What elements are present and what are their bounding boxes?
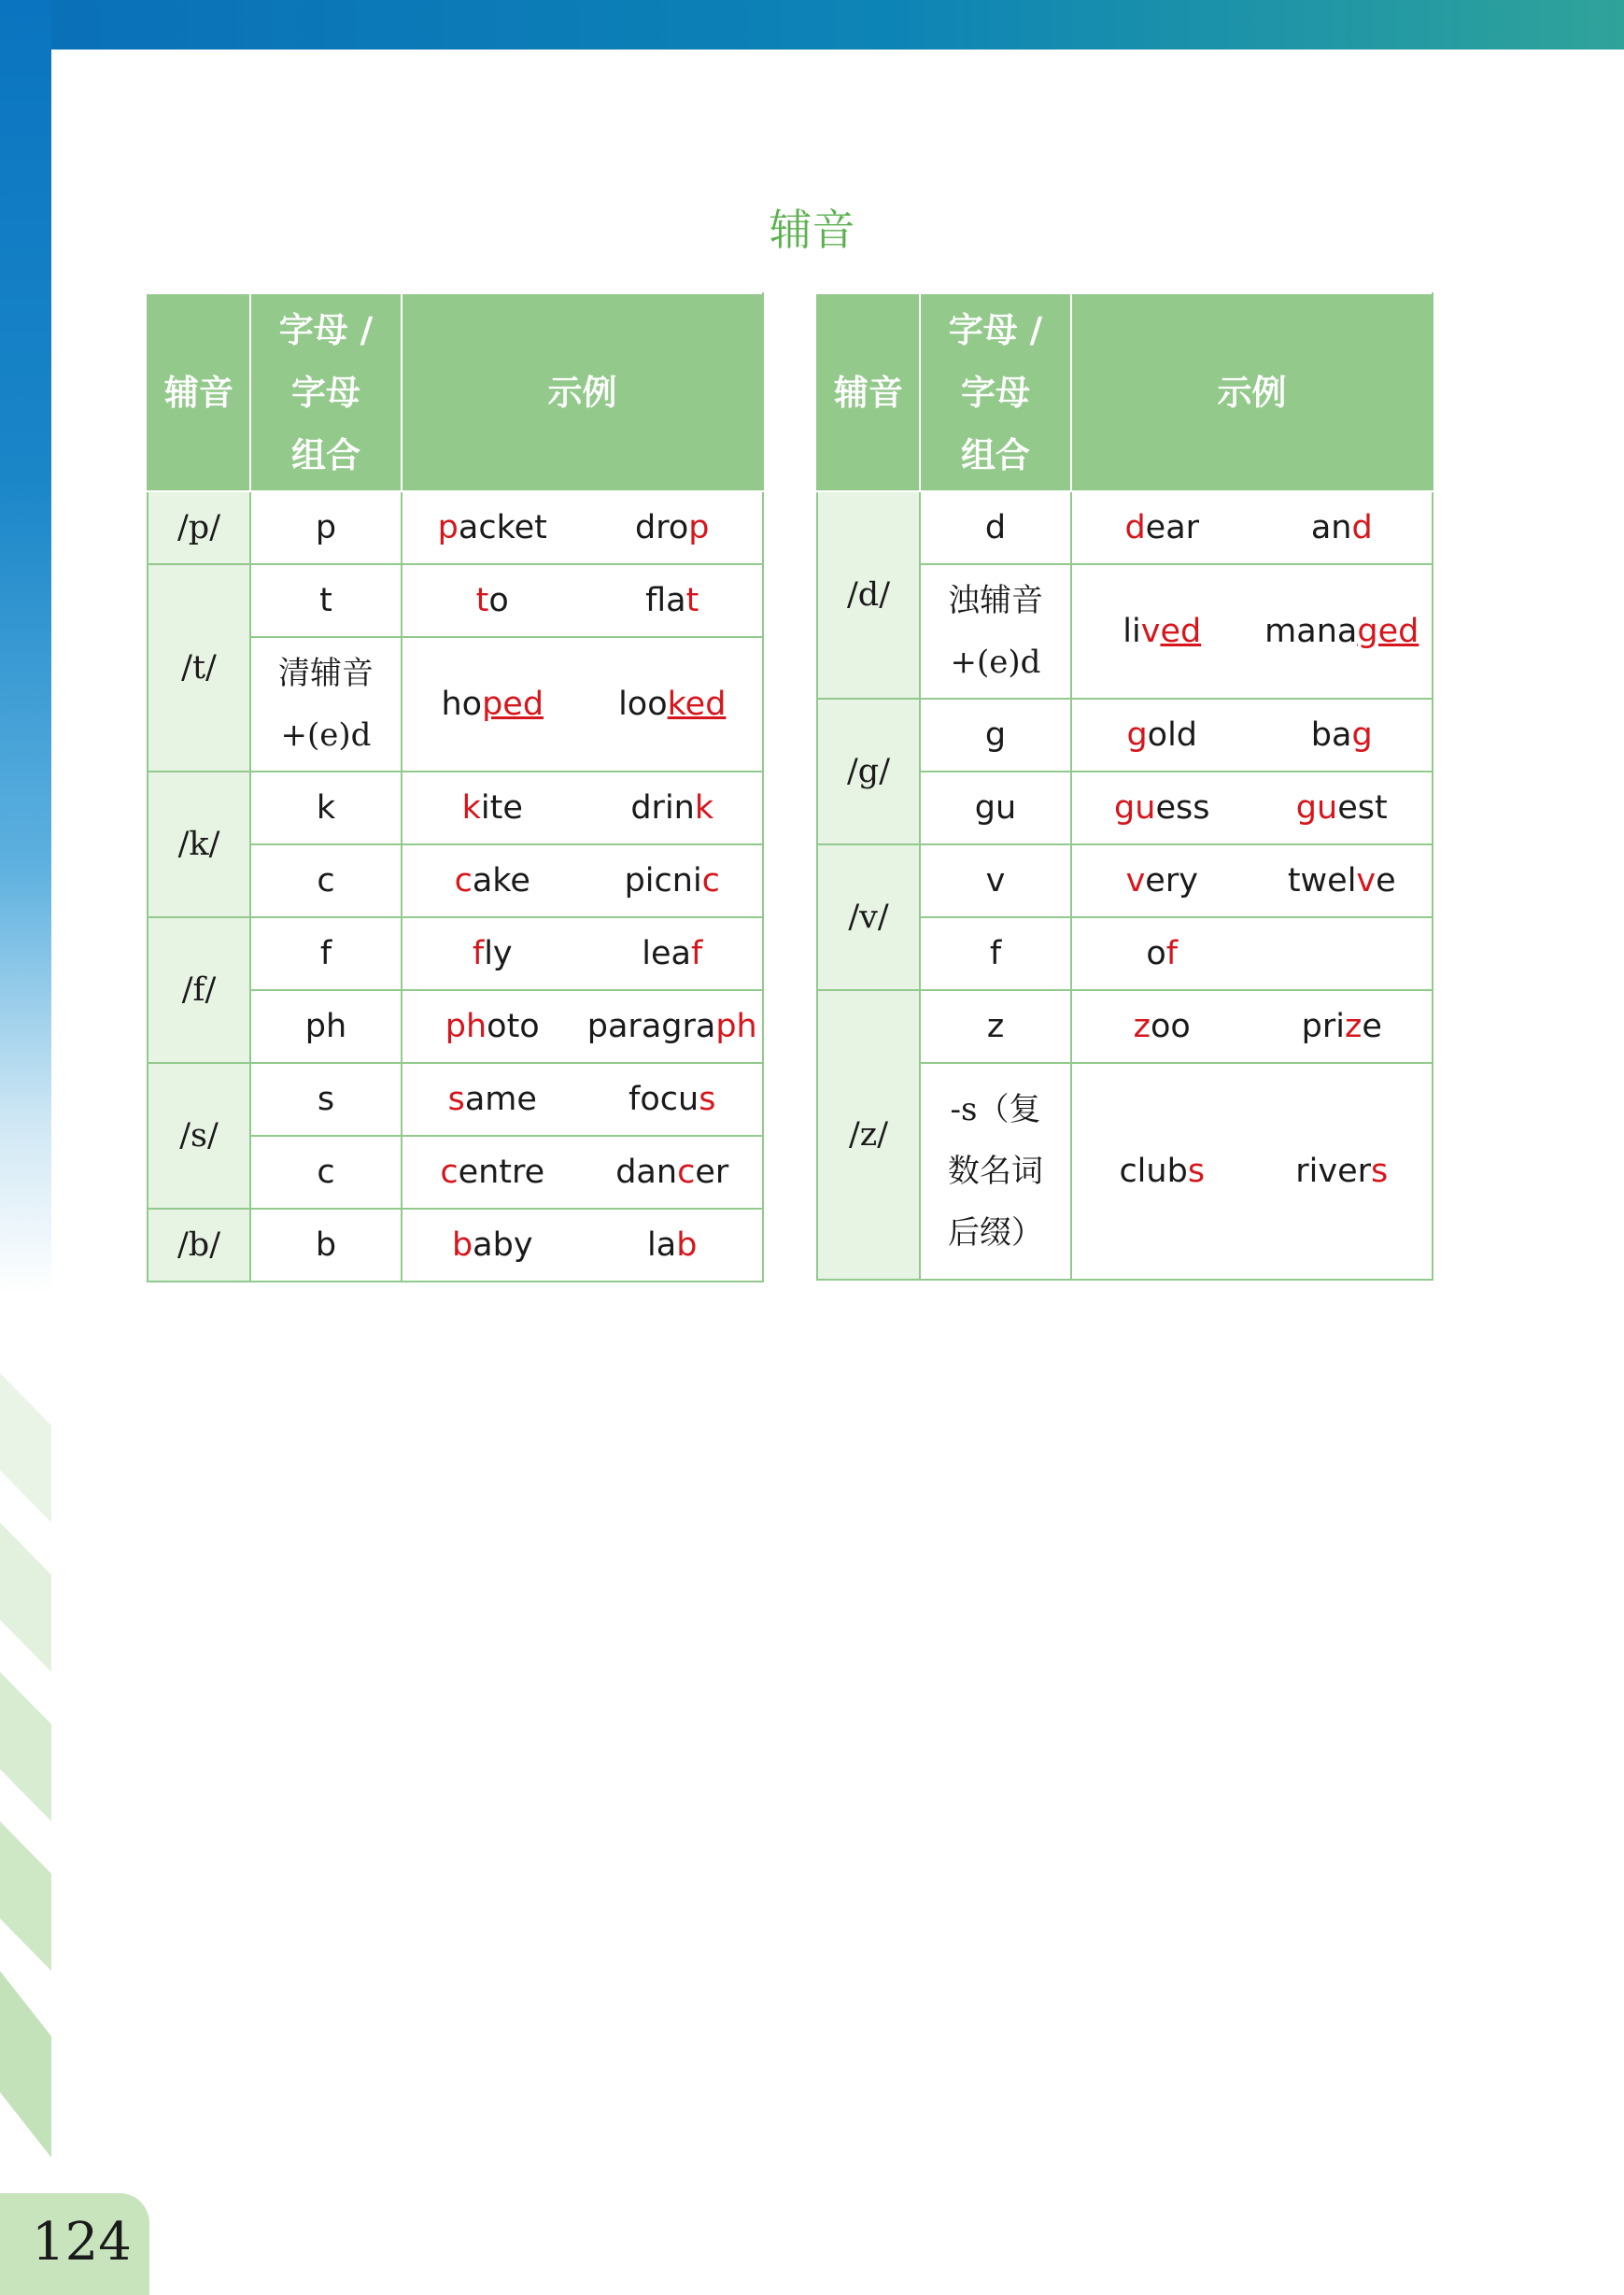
letters-line: v [985,862,1006,900]
highlighted-letters: ph [715,1008,757,1045]
example-word [402,1226,583,1264]
letters-line: 清辅音 [278,655,374,692]
phoneme-cell: /t/ [148,564,250,772]
letters-line: +(e)d [280,716,372,754]
word-part: ite [480,789,523,827]
example-word [583,582,763,619]
example-word [583,789,763,827]
letters-cell [920,1063,1071,1280]
highlighted-letters: t [475,582,489,619]
word-part: pri [1301,1008,1345,1045]
examples-cell [1071,917,1433,990]
example-word [402,582,583,619]
examples-pair [402,862,762,900]
header-letters-line: 字母 [291,372,360,413]
examples-pair [402,1081,762,1118]
word-part: ame [464,1081,537,1118]
examples-cell [402,844,763,917]
letters-line: f [989,935,1002,972]
word-part: e [1362,1008,1382,1045]
header-letters-line: 组合 [961,434,1030,475]
highlighted-letters: z [1133,1008,1151,1045]
letters-cell [250,1209,402,1282]
table-row [817,699,1433,772]
examples-pair [402,1008,762,1045]
letters-line: 数名词 [948,1153,1043,1190]
word-part: dro [635,509,689,546]
examples-pair [402,1154,762,1191]
header-letters-line: 字母 / [278,309,374,350]
highlighted-letters: g [1126,716,1148,754]
phoneme-cell: /p/ [148,491,250,564]
word-part: ho [441,686,483,723]
example-word [583,1081,763,1118]
examples-cell [402,1209,763,1282]
example-word [1252,862,1433,900]
letters-cell [920,564,1071,699]
highlighted-letters: ged [1357,613,1419,650]
header-letters [920,293,1071,491]
letters-cell [250,990,402,1063]
examples-pair [1072,789,1432,827]
examples-cell [402,1136,763,1209]
word-part: e [1376,862,1396,900]
examples-cell [1071,564,1433,699]
header-letters-line: 字母 [961,372,1030,413]
example-word [402,686,583,723]
highlighted-letters: c [677,1154,696,1191]
table-row [148,917,763,990]
highlighted-letters: f [690,935,703,972]
top-banner [0,0,1624,50]
letters-line: b [315,1226,337,1264]
phoneme-cell: /z/ [817,990,920,1280]
letters-cell [250,917,402,990]
table-row [817,844,1433,917]
word-part: li [1123,613,1141,650]
examples-pair [1072,935,1432,972]
letters-cell [920,917,1071,990]
example-word [402,1154,583,1191]
table-row [817,990,1433,1063]
examples-pair [1072,1153,1432,1190]
examples-pair [1072,862,1432,900]
example-word [1252,789,1433,827]
highlighted-letters: z [1344,1008,1363,1045]
phoneme-cell: /s/ [148,1063,250,1209]
examples-cell [402,917,763,990]
examples-pair [1072,509,1432,546]
consonant-table-right [816,292,1433,1281]
example-word [583,509,763,546]
examples-pair [402,935,762,972]
example-word [1072,716,1252,754]
examples-cell [1071,1063,1433,1280]
letters-line: ph [304,1008,347,1045]
word-part: ess [1155,789,1210,827]
word-part: oo [1151,1008,1191,1045]
example-word [402,509,583,546]
letters-line: gu [974,789,1017,827]
examples-cell [1071,491,1433,564]
word-part: ery [1145,862,1198,900]
example-word [583,1008,763,1045]
letters-cell [250,491,402,564]
example-word [583,1154,763,1191]
examples-cell [1071,990,1433,1063]
word-part: river [1295,1153,1371,1190]
header-sound: 辅音 [148,293,250,491]
highlighted-letters: c [454,862,473,900]
examples-pair [1072,1008,1432,1045]
highlighted-letters: ph [445,1008,487,1045]
table-body [817,491,1433,1280]
letters-cell [920,699,1071,772]
examples-cell [1071,699,1433,772]
letters-line: g [984,716,1007,754]
highlighted-letters: p [688,509,710,546]
example-word [1072,935,1252,972]
examples-cell [402,564,763,637]
word-part: ly [484,935,513,972]
word-part: er [695,1154,729,1191]
highlighted-letters: gu [1114,789,1156,827]
letters-line: f [319,935,332,972]
letters-line: c [317,862,335,900]
letters-line: -s（复 [950,1091,1041,1128]
letters-line: p [315,509,337,546]
highlighted-letters: v [1356,862,1377,900]
header-letters [250,293,402,491]
phoneme-cell: /g/ [817,699,920,844]
examples-cell [1071,844,1433,917]
word-part: aby [473,1226,533,1264]
example-word [1072,509,1252,546]
phoneme-cell: /k/ [148,772,250,917]
examples-pair [402,1226,762,1264]
example-word [1252,613,1433,650]
highlighted-letters: f [1165,935,1179,972]
header-examples: 示例 [1071,293,1433,491]
word-part: dan [615,1154,678,1191]
highlighted-letters: s [1371,1153,1389,1190]
word-part: an [1310,509,1352,546]
examples-pair [1072,613,1432,650]
page-number-tab [0,2193,149,2295]
examples-pair [402,686,762,723]
page-number: 124 [32,2212,132,2273]
header-sound: 辅音 [817,293,920,491]
letters-line: c [317,1154,335,1191]
example-word [1072,862,1252,900]
highlighted-letters: ked [667,686,727,723]
letters-cell [920,990,1071,1063]
header-letters-line: 组合 [291,434,360,475]
word-part: ba [1310,716,1352,754]
example-word [583,862,763,900]
example-word [1252,509,1433,546]
word-part: lea [642,935,691,972]
letters-line: +(e)d [950,644,1041,681]
table-row [817,491,1433,564]
highlighted-letters: v [1140,613,1161,650]
word-part: o [488,582,509,619]
examples-pair [402,509,762,546]
example-word [1252,716,1433,754]
highlighted-letters: b [676,1226,698,1264]
letters-line: 浊辅音 [948,582,1043,619]
highlighted-letters: ed [1160,613,1202,650]
example-word [1072,1008,1252,1045]
letters-line: t [319,582,332,619]
examples-cell [402,990,763,1063]
letters-line: s [317,1081,335,1118]
table-row [148,772,763,844]
highlighted-letters: s [699,1081,716,1118]
highlighted-letters: t [685,582,699,619]
example-word [583,1226,763,1264]
example-word [402,789,583,827]
examples-cell [402,1063,763,1136]
example-word [583,935,763,972]
example-word [402,1081,583,1118]
table-row [148,1063,763,1136]
word-part: twel [1287,862,1357,900]
letters-cell [920,844,1071,917]
table-row [148,1209,763,1282]
letters-cell [920,491,1071,564]
example-word [402,862,583,900]
word-part: la [647,1226,677,1264]
letters-cell [250,1136,402,1209]
letters-cell [920,772,1071,844]
word-part: old [1147,716,1198,754]
table-body [148,491,763,1282]
examples-pair [402,582,762,619]
example-word [1252,1153,1433,1190]
highlighted-letters: s [1187,1153,1206,1190]
example-word [1252,1008,1433,1045]
highlighted-letters: c [440,1154,459,1191]
highlighted-letters: s [447,1081,465,1118]
highlighted-letters: k [461,789,481,827]
table-row [148,564,763,637]
letters-cell [250,844,402,917]
phoneme-cell: /f/ [148,917,250,1063]
highlighted-letters: g [1351,716,1373,754]
letters-cell [250,1063,402,1136]
example-word [1072,1153,1252,1190]
highlighted-letters: b [451,1226,473,1264]
letters-cell [250,772,402,844]
example-word [402,935,583,972]
letters-line: d [984,509,1007,546]
example-word [583,686,763,723]
word-part: paragra [586,1008,716,1045]
word-part: est [1337,789,1388,827]
word-part: oto [487,1008,540,1045]
highlighted-letters: f [472,935,485,972]
example-word [1072,789,1252,827]
word-part: entre [458,1154,545,1191]
highlighted-letters: d [1351,509,1373,546]
consonant-table-left [147,292,764,1282]
letters-cell [250,564,402,637]
examples-pair [402,789,762,827]
highlighted-letters: c [701,862,720,900]
examples-cell [402,491,763,564]
word-part: picni [624,862,702,900]
word-part: fla [645,582,686,619]
highlighted-letters: d [1124,509,1146,546]
examples-cell [1071,772,1433,844]
highlighted-letters: v [1125,862,1146,900]
header-letters-line: 字母 / [948,309,1043,350]
word-part: ake [472,862,530,900]
letters-line: z [986,1008,1005,1045]
header-examples: 示例 [402,293,763,491]
word-part: focu [628,1081,699,1118]
word-part: drin [630,789,695,827]
examples-cell [402,772,763,844]
word-part: mana [1264,613,1358,650]
highlighted-letters: gu [1295,789,1338,827]
phoneme-cell: /d/ [817,491,920,699]
table-row [148,491,763,564]
highlighted-letters: ped [482,686,544,723]
examples-pair [1072,716,1432,754]
highlighted-letters: p [437,509,459,546]
examples-cell [402,637,763,772]
phoneme-cell: /b/ [148,1209,250,1282]
page-title: 辅音 [769,205,855,255]
word-part: ear [1145,509,1200,546]
letters-line: 后缀） [948,1214,1043,1252]
phoneme-cell: /v/ [817,844,920,990]
example-word [402,1008,583,1045]
highlighted-letters: k [694,789,714,827]
example-word [1072,613,1252,650]
letters-line: k [316,789,336,827]
word-part: o [1146,935,1166,972]
word-part: club [1119,1153,1188,1190]
word-part: loo [618,686,668,723]
letters-cell [250,637,402,772]
word-part: acket [458,509,547,546]
